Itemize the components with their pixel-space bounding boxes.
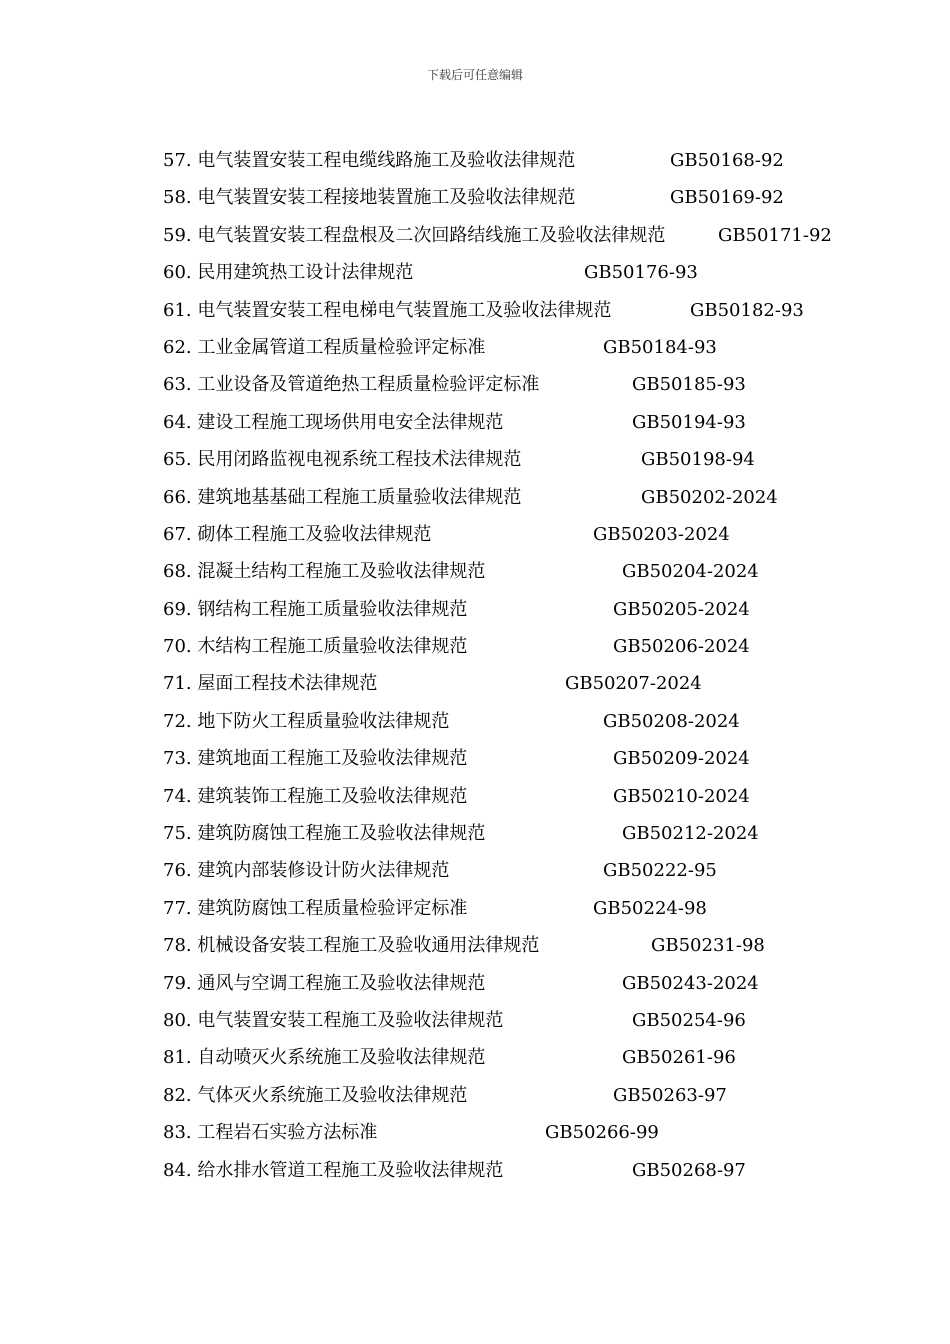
item-number: 57. [163, 150, 198, 171]
item-title: 民用建筑热工设计法律规范 [197, 262, 414, 284]
item-number: 80. [163, 1009, 198, 1031]
item-title: 电气装置安装工程接地装置施工及验收法律规范 [197, 187, 576, 209]
list-item [163, 670, 863, 707]
item-number: 74. [163, 785, 198, 807]
item-number: 83. [163, 1122, 198, 1144]
list-item [163, 1044, 863, 1081]
list-item [163, 371, 863, 408]
item-code: GB50185-93 [632, 374, 746, 396]
item-code: GB50254-96 [632, 1009, 746, 1031]
item-code: GB50210-2024 [613, 785, 750, 807]
item-title: 电气装置安装工程电梯电气装置施工及验收法律规范 [197, 299, 612, 321]
list-item [163, 222, 863, 259]
item-number: 70. [163, 636, 198, 658]
item-code: GB50243-2024 [622, 972, 759, 994]
item-title: 电气装置安装工程电缆线路施工及验收法律规范 [197, 150, 576, 171]
item-title: 工程岩石实验方法标准 [197, 1122, 378, 1144]
list-item [163, 932, 863, 969]
item-title: 给水排水管道工程施工及验收法律规范 [197, 1159, 504, 1181]
item-number: 66. [163, 486, 198, 508]
item-title: 工业金属管道工程质量检验评定标准 [197, 336, 486, 358]
item-code: GB50205-2024 [613, 598, 750, 620]
list-item [163, 184, 863, 221]
item-code: GB50204-2024 [622, 561, 759, 583]
item-title: 自动喷灭火系统施工及验收法律规范 [197, 1047, 486, 1069]
item-number: 84. [163, 1159, 198, 1181]
item-title: 建筑防腐蚀工程质量检验评定标准 [197, 897, 468, 919]
item-code: GB50202-2024 [641, 486, 778, 508]
list-item [163, 745, 863, 782]
item-code: GB50203-2024 [593, 523, 730, 545]
list-item [163, 334, 863, 371]
item-number: 59. [163, 224, 198, 246]
list-item [163, 446, 863, 483]
item-code: GB50184-93 [603, 336, 717, 358]
list-item [163, 147, 863, 184]
item-number: 65. [163, 449, 198, 471]
item-code: GB50268-97 [632, 1159, 746, 1181]
list-item [163, 857, 863, 894]
list-item [163, 970, 863, 1007]
item-title: 工业设备及管道绝热工程质量检验评定标准 [197, 374, 540, 396]
item-number: 81. [163, 1047, 198, 1069]
standards-list [163, 147, 863, 1194]
item-code: GB50176-93 [584, 262, 698, 284]
item-title: 民用闭路监视电视系统工程技术法律规范 [197, 449, 522, 471]
item-title: 建设工程施工现场供用电安全法律规范 [197, 411, 504, 433]
list-item [163, 1119, 863, 1156]
item-number: 77. [163, 897, 198, 919]
item-code: GB50198-94 [641, 449, 755, 471]
item-number: 68. [163, 561, 198, 583]
item-title: 电气装置安装工程施工及验收法律规范 [197, 1009, 504, 1031]
list-item [163, 1157, 863, 1194]
list-item [163, 558, 863, 595]
item-title: 建筑装饰工程施工及验收法律规范 [197, 785, 468, 807]
item-title: 建筑地基基础工程施工质量验收法律规范 [197, 486, 522, 508]
item-number: 64. [163, 411, 198, 433]
item-code: GB50182-93 [690, 299, 804, 321]
item-number: 78. [163, 935, 198, 957]
list-item [163, 484, 863, 521]
item-code: GB50171-92 [718, 224, 832, 246]
list-item [163, 783, 863, 820]
item-code: GB50168-92 [670, 150, 784, 171]
item-code: GB50224-98 [593, 897, 707, 919]
item-title: 机械设备安装工程施工及验收通用法律规范 [197, 935, 540, 957]
item-title: 木结构工程施工质量验收法律规范 [197, 636, 468, 658]
item-title: 电气装置安装工程盘根及二次回路结线施工及验收法律规范 [197, 224, 666, 246]
item-title: 地下防火工程质量验收法律规范 [197, 710, 450, 732]
item-title: 建筑地面工程施工及验收法律规范 [197, 748, 468, 770]
item-number: 76. [163, 860, 198, 882]
item-code: GB50266-99 [545, 1122, 659, 1144]
item-number: 82. [163, 1084, 198, 1106]
item-code: GB50208-2024 [603, 710, 740, 732]
list-item [163, 633, 863, 670]
item-code: GB50222-95 [603, 860, 717, 882]
list-item [163, 1007, 863, 1044]
item-number: 73. [163, 748, 198, 770]
item-title: 气体灭火系统施工及验收法律规范 [197, 1084, 468, 1106]
list-item [163, 521, 863, 558]
list-item [163, 1082, 863, 1119]
item-code: GB50261-96 [622, 1047, 736, 1069]
item-number: 58. [163, 187, 198, 209]
item-title: 屋面工程技术法律规范 [197, 673, 378, 695]
item-number: 72. [163, 710, 198, 732]
list-item [163, 596, 863, 633]
item-title: 通风与空调工程施工及验收法律规范 [197, 972, 486, 994]
item-title: 混凝土结构工程施工及验收法律规范 [197, 561, 486, 583]
item-title: 建筑内部装修设计防火法律规范 [197, 860, 450, 882]
item-number: 79. [163, 972, 198, 994]
item-number: 67. [163, 523, 198, 545]
item-number: 60. [163, 262, 198, 284]
item-title: 钢结构工程施工质量验收法律规范 [197, 598, 468, 620]
item-code: GB50194-93 [632, 411, 746, 433]
item-number: 71. [163, 673, 198, 695]
list-item [163, 409, 863, 446]
item-number: 75. [163, 823, 198, 845]
item-code: GB50209-2024 [613, 748, 750, 770]
item-number: 63. [163, 374, 198, 396]
list-item [163, 297, 863, 334]
item-number: 61. [163, 299, 198, 321]
item-code: GB50206-2024 [613, 636, 750, 658]
item-number: 62. [163, 336, 198, 358]
item-title: 建筑防腐蚀工程施工及验收法律规范 [197, 823, 486, 845]
item-code: GB50263-97 [613, 1084, 727, 1106]
item-code: GB50212-2024 [622, 823, 759, 845]
item-number: 69. [163, 598, 198, 620]
page-header: 下载后可任意编辑 [426, 68, 523, 82]
list-item [163, 895, 863, 932]
item-title: 砌体工程施工及验收法律规范 [197, 523, 432, 545]
list-item [163, 820, 863, 857]
item-code: GB50207-2024 [565, 673, 702, 695]
list-item [163, 708, 863, 745]
list-item [163, 259, 863, 296]
item-code: GB50231-98 [651, 935, 765, 957]
item-code: GB50169-92 [670, 187, 784, 209]
